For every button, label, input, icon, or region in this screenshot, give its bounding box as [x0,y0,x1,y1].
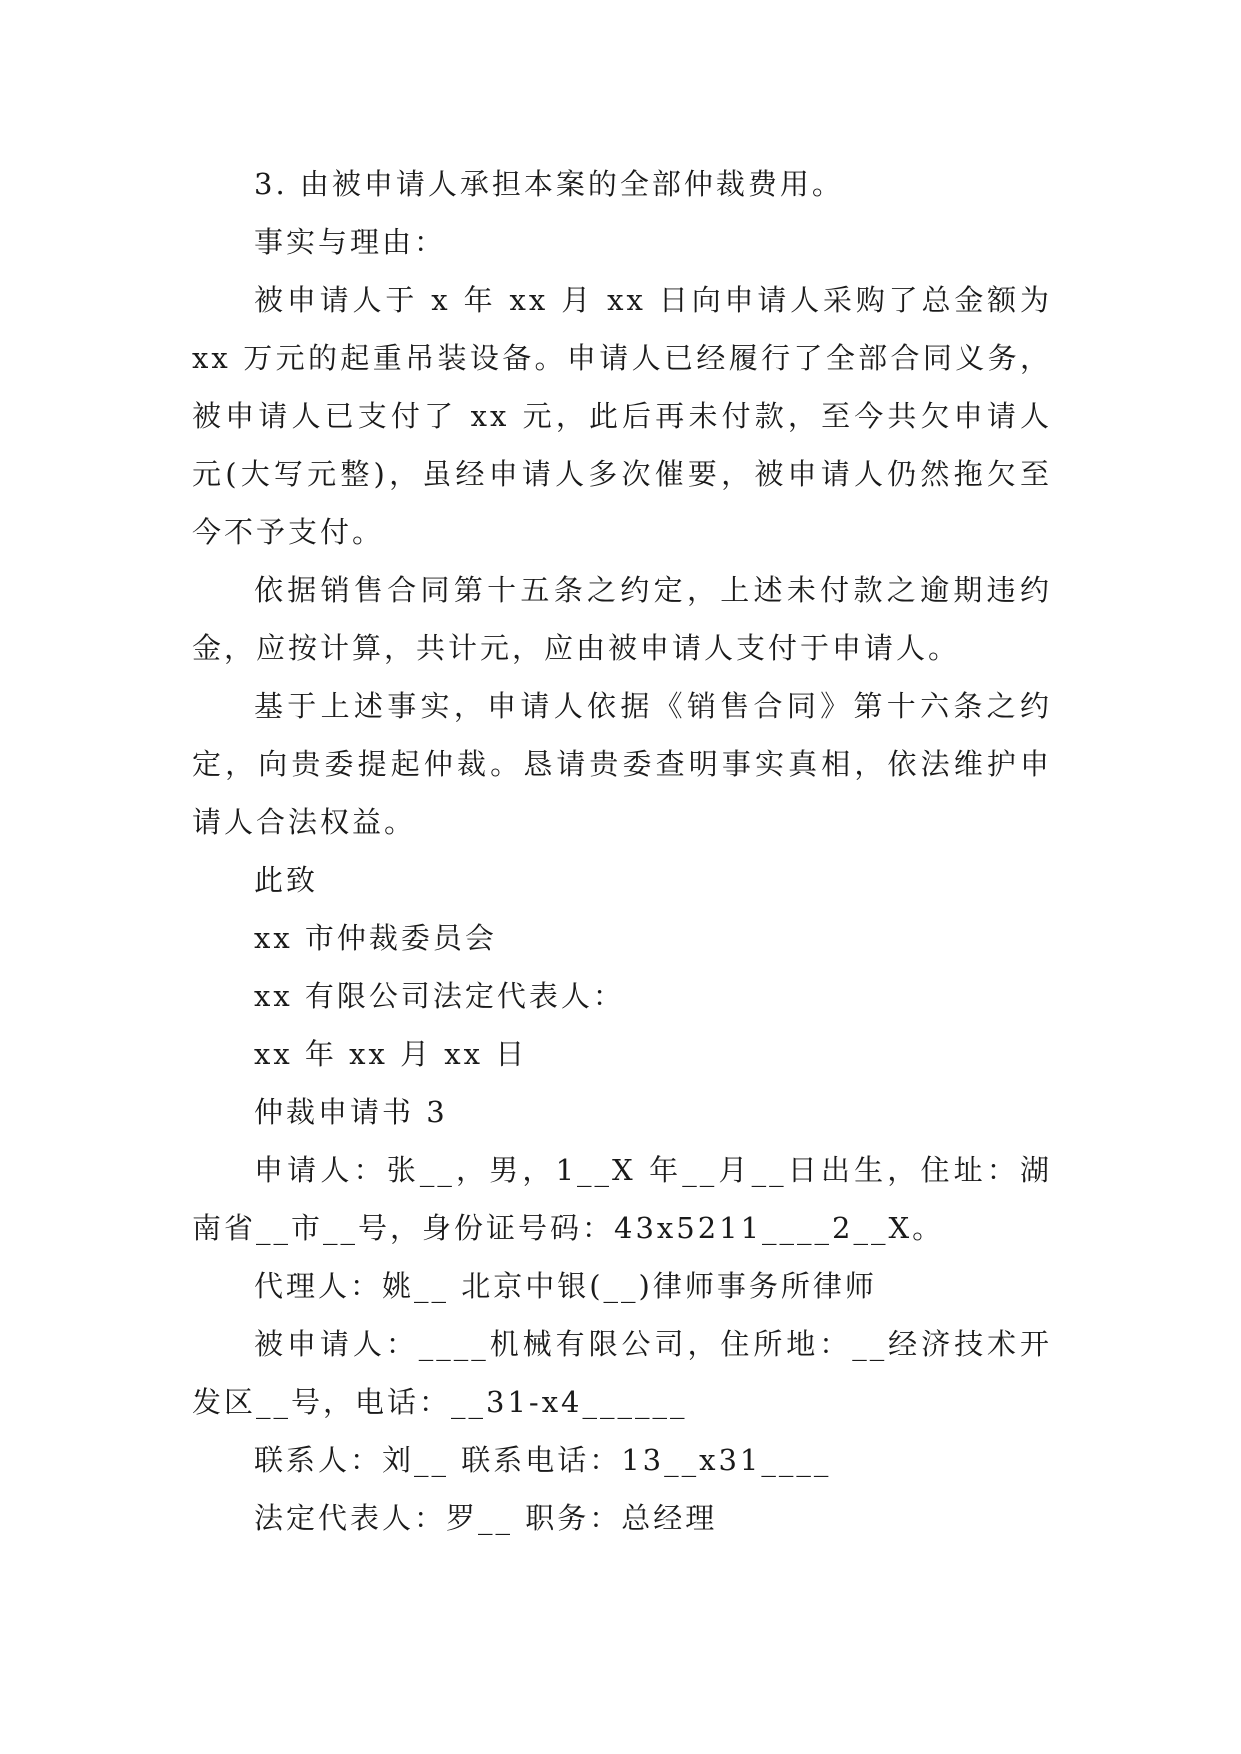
request-paragraph: 基于上述事实，申请人依据《销售合同》第十六条之约定，向贵委提起仲裁。恳请贵委查明事实真相，依法维护申请人合法权益。 [192,689,1052,839]
facts-paragraph: 被申请人于 x 年 xx 月 xx 日向申请人采购了总金额为 xx 万元的起重吊装设备。申请人已经履行了全部合同义务，被申请人已支付了 xx 元，此后再未付款，至今共欠申请人元(大写元整)，虽经申请人多次催要，被申请人仍然拖欠至今不予支付。 [192,283,1065,549]
section-title: 仲裁申请书 3 [254,1095,448,1129]
document-body [192,155,1065,1547]
respondent-info: 被申请人：____机械有限公司，住所地：__经济技术开发区__号，电话：__31-x4______ [192,1327,1052,1419]
salutation: 此致 [254,863,319,897]
agent-info: 代理人：姚__ 北京中银(__)律师事务所律师 [254,1269,877,1303]
contact-info: 联系人：刘__ 联系电话：13__x31____ [254,1443,832,1477]
signatory: xx 有限公司法定代表人： [254,979,625,1013]
facts-heading: 事实与理由： [254,225,447,259]
date-line: xx 年 xx 月 xx 日 [254,1037,528,1071]
legal-representative: 法定代表人：罗__ 职务：总经理 [254,1501,718,1535]
recipient: xx 市仲裁委员会 [254,921,497,955]
claim-item-3: 3. 由被申请人承担本案的全部仲裁费用。 [254,167,844,201]
penalty-paragraph: 依据销售合同第十五条之约定，上述未付款之逾期违约金，应按计算，共计元，应由被申请人支付于申请人。 [192,573,1052,665]
applicant-info: 申请人：张__，男，1__X 年__月__日出生，住址：湖南省__市__号，身份证号码：43x5211____2__X。 [192,1153,1052,1245]
